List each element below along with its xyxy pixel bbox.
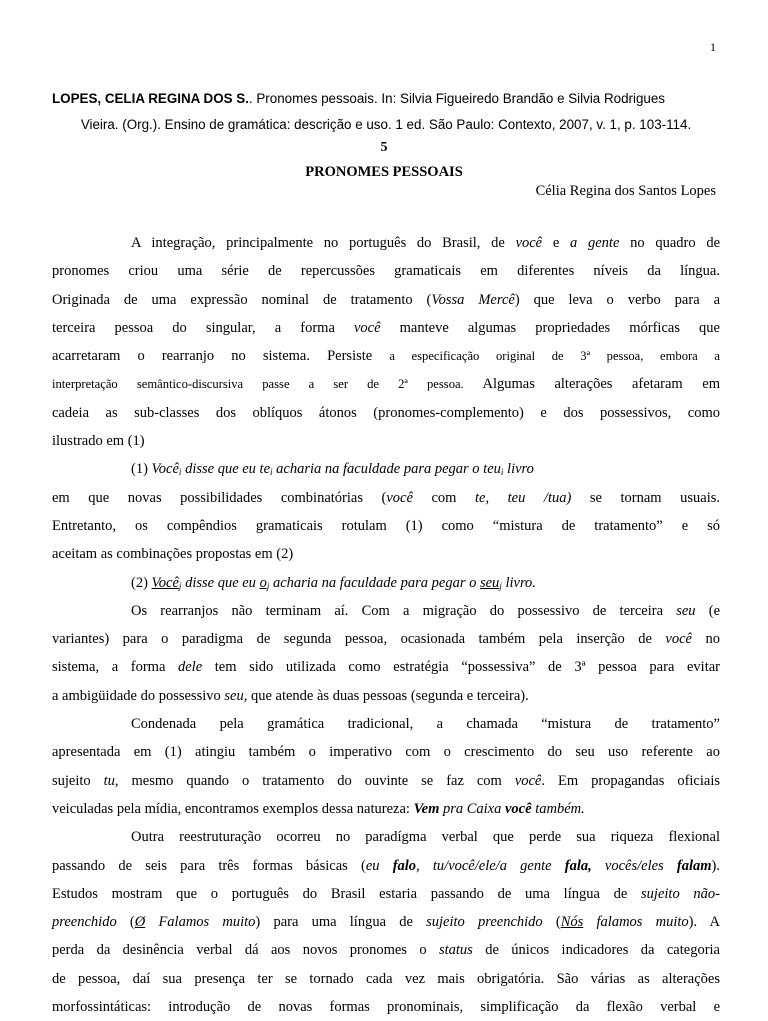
paragraph-line: a ambigüidade do possessivo seu, que atende às duas pessoas (segunda e terceira). [52, 687, 529, 704]
example-1: (1) Você$_i$ disse que eu $te_i$ acharia na faculdade para pegar o teu$_i$ livro [131, 461, 534, 478]
paragraph-line: apresentada em (1) atingiu também o imperativo com o crescimento do seu uso referente ao [52, 744, 720, 761]
chapter-number: 5 [380, 140, 388, 155]
citation-line-1 [52, 86, 720, 112]
paragraph-line: interpretação semântico-discursiva passe a ser de 2ª pessoa. Algumas alterações afetaram em [52, 376, 721, 393]
paragraph-line: de pessoa, daí sua presença ter se tornado cada vez mais obrigatória. São várias as alterações [52, 970, 720, 987]
paragraph-line: passando de seis para três formas básicas (eu falo, tu/você/ele/a gente fala, vocês/eles falam). [52, 857, 721, 874]
paragraph-line: Outra reestruturação ocorreu no paradígma verbal que perde sua riqueza flexional [131, 829, 720, 846]
paragraph-line: Estudos mostram que o português do Brasil estaria passando de uma língua de sujeito não- [52, 885, 720, 902]
paragraph-line: Os rearranjos não terminam aí. Com a migração do possessivo de terceira seu (e [131, 602, 721, 619]
paragraph-line: terceira pessoa do singular, a forma você manteve algumas propriedades mórficas que [52, 319, 720, 336]
paragraph-line: Originada de uma expressão nominal de tratamento (Vossa Mercê) que leva o verbo para a [52, 291, 721, 308]
paragraph-line: sistema, a forma dele tem sido utilizada como estratégia “possessiva” de 3ª pessoa para evitar [52, 659, 720, 676]
chapter-title: PRONOMES PESSOAIS [305, 164, 463, 180]
citation-authors: LOPES, CELIA REGINA DOS S. [52, 91, 249, 106]
paragraph-line: acarretaram o rearranjo no sistema. Persiste a especificação original de 3ª pessoa, embora a [52, 348, 720, 365]
paragraph-line: variantes) para o paradigma de segunda pessoa, ocasionada também pela inserção de você no [52, 631, 720, 648]
paragraph-line: Entretanto, os compêndios gramaticais rotulam (1) como “mistura de tratamento” e só [52, 517, 720, 534]
paragraph-line: A integração, principalmente no português do Brasil, de você e a gente no quadro de [131, 235, 721, 251]
paragraph-line: em que novas possibilidades combinatórias (você com te, teu /tua) se tornam usuais. [52, 489, 720, 506]
paragraph-line: morfossintáticas: introdução de novas formas pronominais, simplificação da flexão verbal e [52, 999, 720, 1016]
paragraph-line: aceitam as combinações propostas em (2) [52, 546, 294, 563]
paragraph-line: veiculadas pela mídia, encontramos exemplos dessa natureza: Vem pra Caixa você também. [52, 800, 585, 817]
page-number: 1 [710, 40, 716, 54]
document-body [52, 229, 720, 1021]
citation-header [52, 86, 720, 138]
citation-text: . Pronomes pessoais. In: Silvia Figueiredo Brandão e Silvia Rodrigues [248, 91, 665, 106]
paragraph-line: Condenada pela gramática tradicional, a chamada “mistura de tratamento” [131, 716, 720, 733]
citation-line-2: Vieira. (Org.). Ensino de gramática: descrição e uso. 1 ed. São Paulo: Contexto, 2007, v. 1, p. 103-114. [80, 117, 692, 132]
paragraph-line: cadeia as sub-classes dos oblíquos átonos (pronomes-complemento) e dos possessivos, como [52, 404, 720, 421]
example-2: (2) Você$_j$ disse que eu $o_j$ acharia na faculdade para pegar o seu$_j$ livro. [131, 574, 536, 591]
paragraph-line: perda da desinência verbal dá aos novos pronomes o status de únicos indicadores da categoria [52, 942, 720, 959]
chapter-author: Célia Regina dos Santos Lopes [535, 183, 716, 199]
paragraph-line: preenchido (Ø Falamos muito) para uma língua de sujeito preenchido (Nós falamos muito). A [52, 914, 721, 931]
paragraph-line: sujeito tu, mesmo quando o tratamento do ouvinte se faz com você. Em propagandas oficiais [52, 772, 721, 789]
paragraph-line: ilustrado em (1) [52, 433, 145, 450]
paragraph-line: pronomes criou uma série de repercussões gramaticais em diferentes níveis da língua. [52, 263, 720, 280]
